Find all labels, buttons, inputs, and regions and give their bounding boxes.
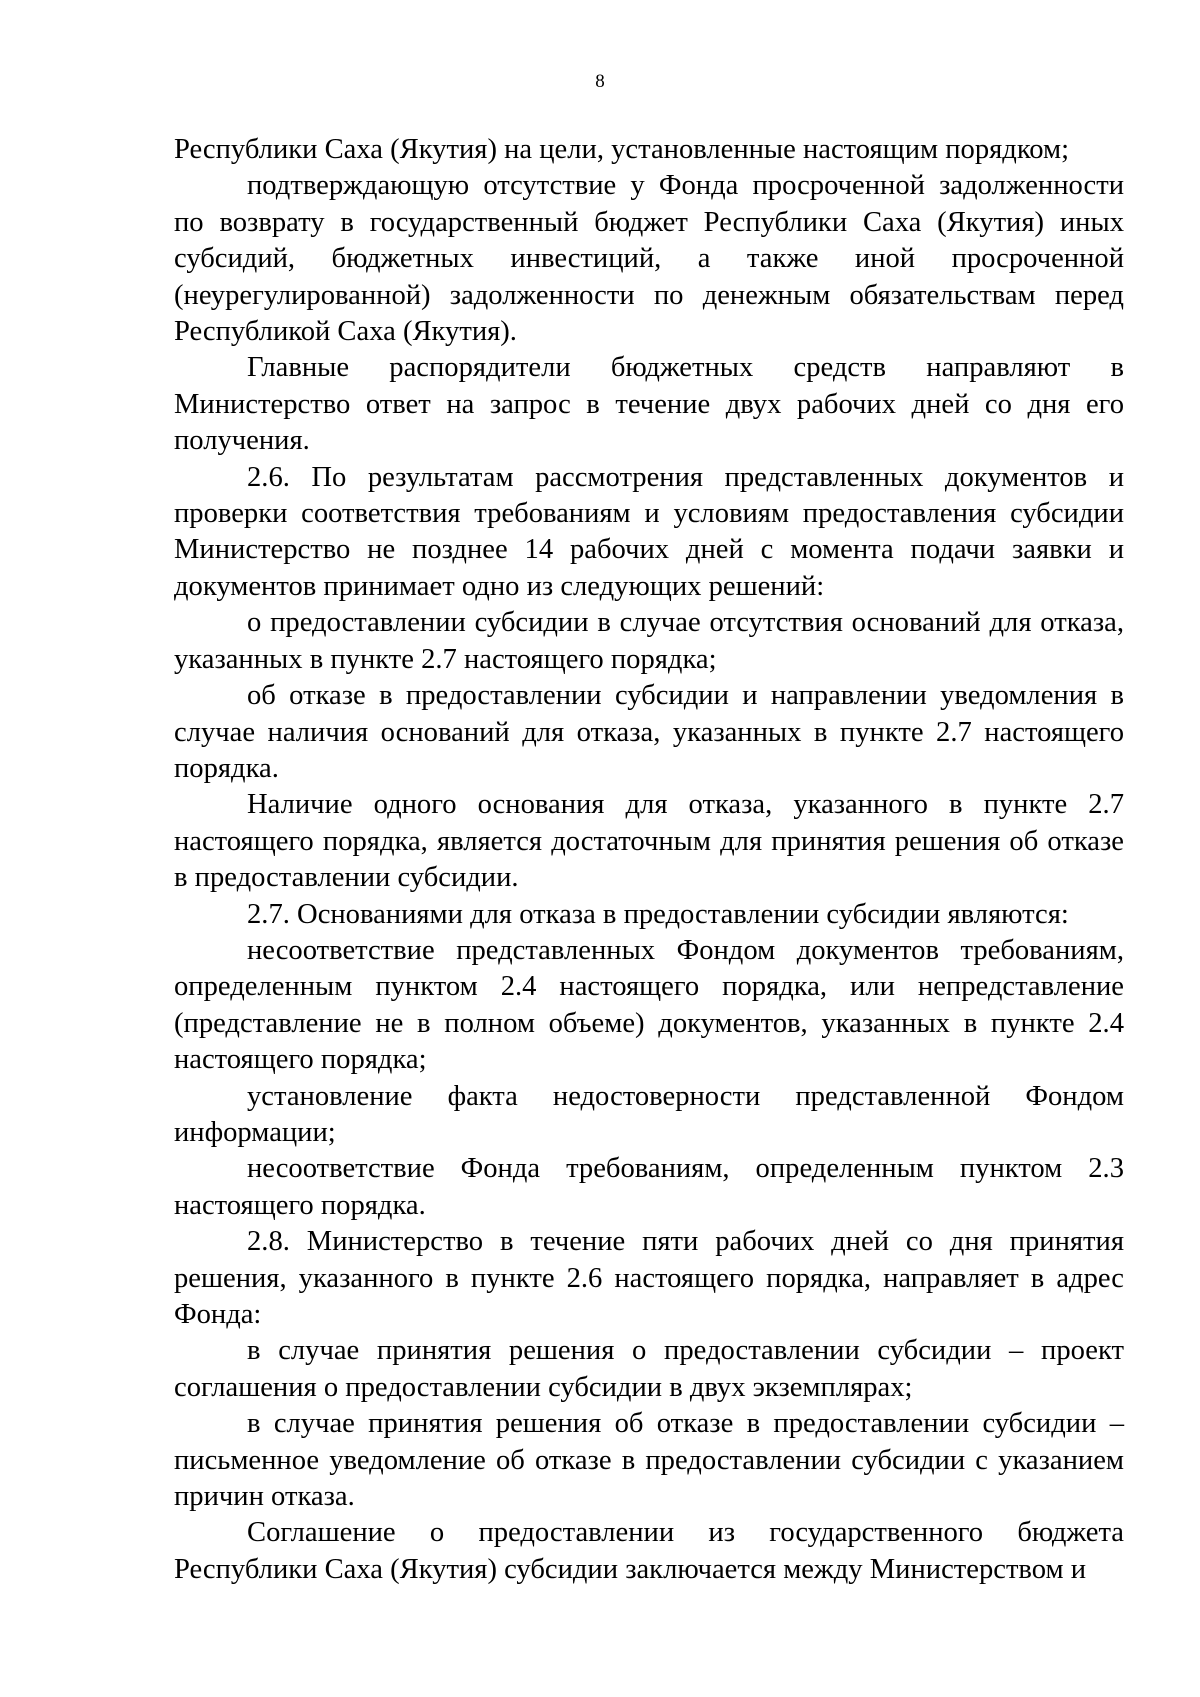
paragraph: несоответствие Фонда требованиям, определенным пунктом 2.3 настоящего порядка. (174, 1153, 1124, 1221)
paragraph-section-2-8: 2.8. Министерство в течение пяти рабочих дней со дня принятия решения, указанного в пункте 2.6 настоящего порядка, направляет в адрес Фонда: (174, 1226, 1124, 1330)
paragraph: несоответствие представленных Фондом документов требованиям, определенным пунктом 2.4 настоящего порядка, или непредставление (представление не в полном объеме) документов, указанных в пункте 2.4 настоящего порядка; (174, 934, 1124, 1076)
paragraph: в случае принятия решения о предоставлении субсидии – проект соглашения о предоставлении субсидии в двух экземплярах; (174, 1335, 1124, 1403)
paragraph: Главные распорядители бюджетных средств направляют в Министерство ответ на запрос в течение двух рабочих дней со дня его получения. (174, 352, 1124, 457)
paragraph: установление факта недостоверности представленной Фондом информации; (174, 1080, 1124, 1148)
paragraph: подтверждающую отсутствие у Фонда просроченной задолженности по возврату в государственный бюджет Республики Саха (Якутия) иных субсидий, бюджетных инвестиций, а также иной просроченной (неурегулированной) задолженности по денежным обязательствам перед Республикой Саха (Якутия). (174, 170, 1124, 348)
paragraph: в случае принятия решения об отказе в предоставлении субсидии – письменное уведомление об отказе в предоставлении субсидии с указанием причин отказа. (174, 1408, 1124, 1513)
paragraph: об отказе в предоставлении субсидии и направлении уведомления в случае наличия оснований для отказа, указанных в пункте 2.7 настоящего порядка. (174, 680, 1124, 784)
paragraph: Соглашение о предоставлении из государственного бюджета Республики Саха (Якутия) субсидии заключается между Министерством и (174, 1517, 1124, 1585)
paragraph-section-2-6: 2.6. По результатам рассмотрения представленных документов и проверки соответствия требованиям и условиям предоставления субсидии Министерство не позднее 14 рабочих дней с момента подачи заявки и документов принимает одно из следующих решений: (174, 461, 1124, 602)
page-number: 8 (595, 71, 605, 92)
document-body (174, 132, 1124, 1588)
paragraph: о предоставлении субсидии в случае отсутствия оснований для отказа, указанных в пункте 2.7 настоящего порядка; (174, 607, 1124, 675)
paragraph: Наличие одного основания для отказа, указанного в пункте 2.7 настоящего порядка, является достаточным для принятия решения об отказе в предоставлении субсидии. (174, 789, 1124, 894)
paragraph-section-2-7: 2.7. Основаниями для отказа в предоставлении субсидии являются: (247, 898, 1069, 930)
paragraph-continuation: Республики Саха (Якутия) на цели, установленные настоящим порядком; (174, 134, 1070, 165)
